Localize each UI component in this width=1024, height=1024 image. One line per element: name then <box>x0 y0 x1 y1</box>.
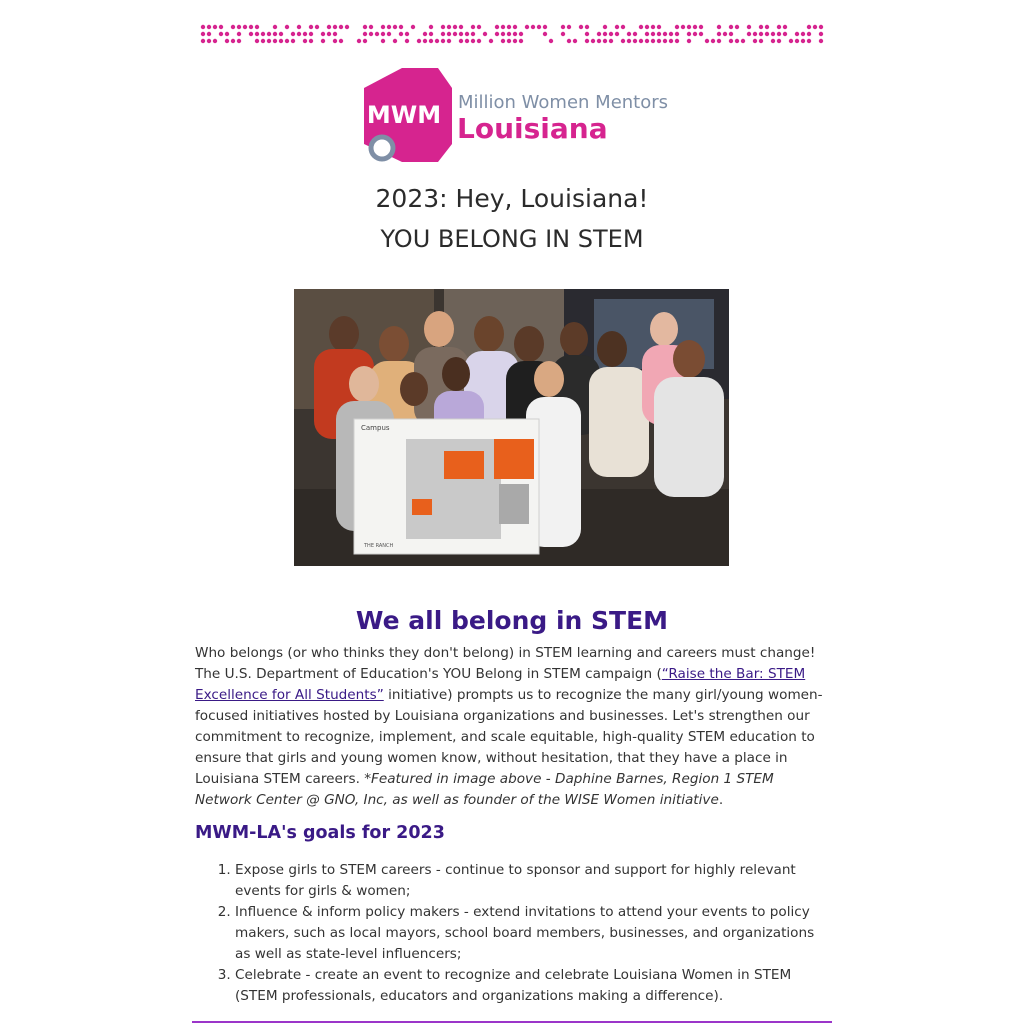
banner-dot <box>729 39 733 43</box>
banner-dot <box>519 32 523 36</box>
banner-dot <box>621 39 625 43</box>
banner-dot <box>651 39 655 43</box>
banner-dot <box>363 32 367 36</box>
banner-dot <box>585 25 589 29</box>
banner-dot <box>393 39 397 43</box>
banner-dot <box>819 32 823 36</box>
banner-dot <box>207 39 211 43</box>
banner-dot <box>267 39 271 43</box>
banner-dot <box>429 39 433 43</box>
banner-dot <box>801 32 805 36</box>
banner-dot <box>291 32 295 36</box>
banner-dot <box>669 39 673 43</box>
banner-dot <box>291 39 295 43</box>
banner-dot <box>369 32 373 36</box>
banner-dot <box>765 32 769 36</box>
banner-dot <box>693 32 697 36</box>
banner-dot <box>633 39 637 43</box>
banner-dot <box>225 39 229 43</box>
banner-dot <box>717 32 721 36</box>
banner-dot <box>363 39 367 43</box>
banner-dot <box>687 32 691 36</box>
banner-dot <box>321 39 325 43</box>
banner-dot <box>441 32 445 36</box>
banner-dot <box>309 25 313 29</box>
banner-dot <box>729 25 733 29</box>
banner-dot <box>207 32 211 36</box>
banner-dot <box>639 39 643 43</box>
banner-dot <box>567 25 571 29</box>
banner-dot <box>759 32 763 36</box>
banner-dot <box>723 32 727 36</box>
banner-dot <box>519 39 523 43</box>
banner-dot <box>309 32 313 36</box>
banner-dot <box>213 25 217 29</box>
banner-dot <box>381 39 385 43</box>
banner-dot <box>357 39 361 43</box>
headline-year: 2023: Hey, Louisiana! <box>375 184 649 213</box>
banner-dot <box>315 25 319 29</box>
banner-dot <box>777 32 781 36</box>
banner-dot <box>585 39 589 43</box>
banner-dot <box>447 25 451 29</box>
banner-dot <box>627 39 631 43</box>
banner-dot <box>543 25 547 29</box>
banner-dot <box>237 25 241 29</box>
banner-dot <box>807 25 811 29</box>
banner-dot <box>333 25 337 29</box>
email-content <box>190 0 834 1024</box>
banner-dot <box>657 32 661 36</box>
banner-dot <box>807 39 811 43</box>
banner-dot <box>801 39 805 43</box>
logo-ring-icon <box>371 137 393 159</box>
banner-dot <box>543 32 547 36</box>
banner-dot <box>789 39 793 43</box>
banner-dot <box>303 32 307 36</box>
banner-dot <box>399 25 403 29</box>
banner-dot <box>255 25 259 29</box>
headline-belong: YOU BELONG IN STEM <box>380 225 644 253</box>
banner-dot <box>273 25 277 29</box>
banner-dot <box>345 25 349 29</box>
banner-dot <box>333 39 337 43</box>
banner-dot <box>477 25 481 29</box>
banner-dot <box>585 32 589 36</box>
banner-dot <box>249 32 253 36</box>
logo-line2: Louisiana <box>457 112 608 145</box>
banner-dot <box>213 39 217 43</box>
banner-dot <box>471 39 475 43</box>
banner-dot <box>717 39 721 43</box>
banner-dot <box>615 32 619 36</box>
banner-dot <box>717 25 721 29</box>
banner-dot <box>735 25 739 29</box>
banner-dot <box>471 25 475 29</box>
banner-dot <box>579 25 583 29</box>
banner-dot <box>507 25 511 29</box>
poster-footer: THE RANCH <box>364 543 394 549</box>
banner-dot <box>279 39 283 43</box>
banner-dot <box>405 32 409 36</box>
banner-dot <box>237 32 241 36</box>
banner-dot <box>333 32 337 36</box>
banner-dot <box>441 25 445 29</box>
banner-dot <box>783 32 787 36</box>
goals-list <box>195 860 831 1007</box>
banner-dot <box>561 25 565 29</box>
banner-dot <box>285 39 289 43</box>
banner-dot <box>759 25 763 29</box>
banner-dot <box>753 32 757 36</box>
banner-dot <box>465 32 469 36</box>
banner-dot <box>729 32 733 36</box>
banner-dot <box>537 25 541 29</box>
banner-dot <box>795 39 799 43</box>
banner-dot <box>441 39 445 43</box>
banner-dot <box>297 32 301 36</box>
banner-dot <box>591 39 595 43</box>
banner-dot <box>267 32 271 36</box>
banner-dot <box>423 39 427 43</box>
banner-dot <box>399 32 403 36</box>
banner-dot <box>375 32 379 36</box>
banner-dot <box>387 32 391 36</box>
banner-dot <box>507 32 511 36</box>
banner-dot <box>603 39 607 43</box>
banner-dot <box>651 32 655 36</box>
banner-dot <box>339 39 343 43</box>
banner-dot <box>795 32 799 36</box>
banner-dot <box>225 32 229 36</box>
banner-dot <box>459 32 463 36</box>
banner-dot <box>453 32 457 36</box>
banner-dot <box>711 39 715 43</box>
banner-dot <box>675 32 679 36</box>
banner-dot <box>249 25 253 29</box>
banner-dot <box>381 32 385 36</box>
dotted-banner <box>199 22 825 46</box>
banner-dot <box>261 39 265 43</box>
banner-dot <box>471 32 475 36</box>
banner-dot <box>645 25 649 29</box>
banner-dot <box>207 25 211 29</box>
banner-dot <box>657 39 661 43</box>
banner-dot <box>237 39 241 43</box>
banner-dot <box>741 39 745 43</box>
banner-dot <box>279 32 283 36</box>
banner-dot <box>627 32 631 36</box>
footer-divider <box>192 1021 832 1023</box>
banner-dot <box>369 25 373 29</box>
banner-dot <box>255 32 259 36</box>
banner-dot <box>687 39 691 43</box>
goal-item: 3. Celebrate - create an event to recognize and celebrate Louisiana Women in STEM (STEM professionals, educators and organizations making a difference). <box>235 965 831 1007</box>
banner-dot <box>675 25 679 29</box>
intro-text-2: initiative) prompts us to recognize the many girl/young women-focused initiatives hosted by Louisiana organizations and businesses. Let's strengthen our commitment to recognize, implement, and scale equitable, high-quality STEM education to ensure that girls and young women know, without hesitation, that they have a place in Louisiana STEM careers. <box>195 687 823 787</box>
banner-dot <box>603 32 607 36</box>
banner-dot <box>447 32 451 36</box>
banner-dot <box>771 32 775 36</box>
banner-dot <box>663 32 667 36</box>
banner-dot <box>699 32 703 36</box>
banner-dot <box>321 32 325 36</box>
logo-line1: Million Women Mentors <box>458 92 669 113</box>
group-photo <box>294 289 729 566</box>
banner-dot <box>531 25 535 29</box>
campus-poster <box>354 419 539 554</box>
banner-dot <box>573 39 577 43</box>
raise-the-bar-link[interactable]: “Raise the Bar: STEM Excellence for All Students” <box>195 666 806 703</box>
banner-dot <box>261 32 265 36</box>
goal-item: 1. Expose girls to STEM careers - continue to sponsor and support for highly relevant events for girls & women; <box>235 860 831 902</box>
banner-dot <box>273 39 277 43</box>
banner-dot <box>465 39 469 43</box>
banner-dot <box>255 39 259 43</box>
banner-dot <box>501 25 505 29</box>
banner-dot <box>657 25 661 29</box>
banner-dot <box>813 25 817 29</box>
banner-dot <box>423 32 427 36</box>
banner-dot <box>483 32 487 36</box>
banner-dot <box>231 39 235 43</box>
photo-caption: *Featured in image above - Daphine Barnes, Region 1 STEM Network Center @ GNO, Inc, as well as founder of the WISE Women initiative <box>195 771 774 808</box>
goals-title: MWM-LA's goals for 2023 <box>195 823 445 843</box>
banner-dot <box>633 32 637 36</box>
banner-dot <box>453 25 457 29</box>
banner-dot <box>603 25 607 29</box>
banner-dot <box>429 25 433 29</box>
intro-text-1: Who belongs (or who thinks they don't belong) in STEM learning and careers must change! The U.S. Department of Education's YOU Belong in STEM campaign ( <box>195 645 816 682</box>
banner-dot <box>387 25 391 29</box>
banner-dot <box>747 25 751 29</box>
banner-dot <box>501 32 505 36</box>
banner-dot <box>327 32 331 36</box>
banner-dot <box>783 25 787 29</box>
banner-dot <box>429 32 433 36</box>
banner-dot <box>513 25 517 29</box>
banner-dot <box>819 25 823 29</box>
banner-dot <box>231 25 235 29</box>
banner-dot <box>525 25 529 29</box>
banner-dot <box>285 25 289 29</box>
banner-dot <box>597 32 601 36</box>
banner-dot <box>699 25 703 29</box>
banner-dot <box>561 32 565 36</box>
banner-dot <box>507 39 511 43</box>
banner-dot <box>609 39 613 43</box>
banner-dot <box>819 39 823 43</box>
banner-dot <box>297 25 301 29</box>
caption-period: . <box>718 792 724 808</box>
banner-dot <box>681 25 685 29</box>
banner-dot <box>705 39 709 43</box>
banner-dot <box>363 25 367 29</box>
banner-dot <box>777 39 781 43</box>
banner-dot <box>735 39 739 43</box>
banner-dot <box>597 39 601 43</box>
banner-dot <box>765 25 769 29</box>
banner-dot <box>501 39 505 43</box>
banner-dot <box>201 32 205 36</box>
banner-dot <box>753 39 757 43</box>
banner-dot <box>417 39 421 43</box>
banner-dot <box>759 39 763 43</box>
banner-dot <box>273 32 277 36</box>
logo-badge-text: MWM <box>366 101 442 129</box>
section-title: We all belong in STEM <box>355 606 669 635</box>
banner-dot <box>447 39 451 43</box>
poster-title: Campus <box>361 424 390 432</box>
banner-dot <box>477 39 481 43</box>
banner-dot <box>621 25 625 29</box>
mwm-louisiana-logo[interactable] <box>360 66 670 166</box>
banner-dot <box>309 39 313 43</box>
banner-dot <box>201 25 205 29</box>
banner-dot <box>393 25 397 29</box>
banner-dot <box>219 32 223 36</box>
banner-dot <box>651 25 655 29</box>
banner-dot <box>675 39 679 43</box>
banner-dot <box>771 39 775 43</box>
banner-dot <box>549 39 553 43</box>
banner-dot <box>639 25 643 29</box>
banner-dot <box>303 39 307 43</box>
goal-item: 2. Influence & inform policy makers - extend invitations to attend your events to policy makers, such as local mayors, school board members, businesses, and organizations as well as state-level influencers; <box>235 902 831 965</box>
banner-dot <box>693 25 697 29</box>
banner-dot <box>807 32 811 36</box>
banner-dot <box>747 32 751 36</box>
banner-dot <box>615 25 619 29</box>
banner-dot <box>219 25 223 29</box>
intro-paragraph <box>195 643 831 811</box>
banner-dot <box>381 25 385 29</box>
banner-dot <box>495 25 499 29</box>
banner-dot <box>489 39 493 43</box>
banner-dot <box>495 32 499 36</box>
banner-dot <box>777 25 781 29</box>
banner-dot <box>327 25 331 29</box>
banner-dot <box>687 25 691 29</box>
banner-dot <box>645 32 649 36</box>
banner-dot <box>339 25 343 29</box>
banner-dot <box>567 39 571 43</box>
banner-dot <box>513 39 517 43</box>
banner-dot <box>663 39 667 43</box>
banner-dot <box>459 39 463 43</box>
banner-dot <box>609 32 613 36</box>
banner-dot <box>405 39 409 43</box>
banner-dot <box>435 39 439 43</box>
banner-dot <box>669 32 673 36</box>
banner-dot <box>201 39 205 43</box>
banner-dot <box>645 39 649 43</box>
banner-dot <box>459 25 463 29</box>
banner-dot <box>513 32 517 36</box>
banner-dot <box>411 25 415 29</box>
banner-dot <box>243 25 247 29</box>
